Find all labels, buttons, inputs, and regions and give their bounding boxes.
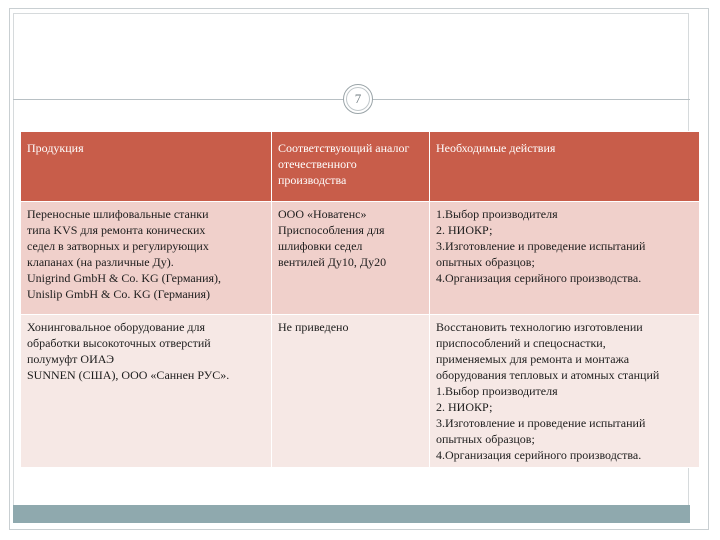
page-number: 7 (354, 91, 362, 106)
header-actions: Необходимые действия (430, 132, 700, 202)
cell-analog: Не приведено (272, 315, 430, 468)
cell-product: Переносные шлифовальные станки типа KVS для ремонта конических седел в затворных и регулирующих клапанах (на различные Ду). Unigrind GmbH & Co. KG (Германия), Unislip GmbH & Co. KG (Германия) (21, 202, 272, 315)
cell-actions: 1.Выбор производителя 2. НИОКР; 3.Изготовление и проведение испытаний опытных образцов; 4.Организация серийного производства. (430, 202, 700, 315)
cell-analog: ООО «Новатенс» Приспособления для шлифовки седел вентилей Ду10, Ду20 (272, 202, 430, 315)
table-row (21, 202, 700, 315)
products-table (20, 131, 700, 468)
table-header-row (21, 132, 700, 202)
page-number-badge (343, 84, 373, 114)
cell-product: Хонинговальное оборудование для обработки высокоточных отверстий полумуфт ОИАЭ SUNNEN (США), ООО «Саннен РУС». (21, 315, 272, 468)
table-row (21, 315, 700, 468)
header-product: Продукция (21, 132, 272, 202)
cell-actions: Восстановить технологию изготовлении приспособлений и спецоснастки, применяемых для ремонта и монтажа оборудования тепловых и атомных станций 1.Выбор производителя 2. НИОКР; 3.Изготовление и проведение испытаний опытных образцов; 4.Организация серийного производства. (430, 315, 700, 468)
header-analog: Соответствующий аналог отечественного производства (272, 132, 430, 202)
footer-bar (13, 505, 690, 523)
